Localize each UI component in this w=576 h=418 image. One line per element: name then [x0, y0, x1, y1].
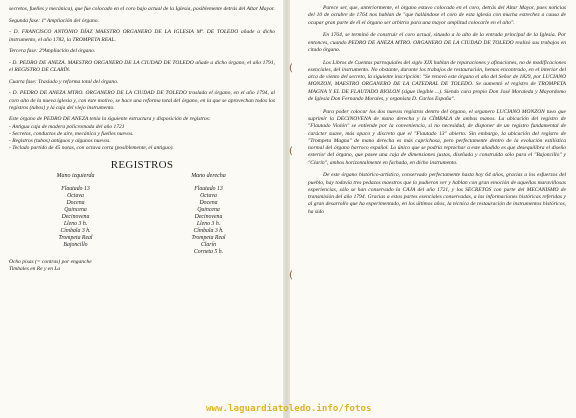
register-item: Flautado 13	[194, 185, 223, 192]
register-item: Trompeta Real	[58, 235, 93, 242]
register-item: Octava	[200, 192, 217, 199]
paragraph: - D. PEDRO DE ANEZA MTRO. ORGANERO DE LA CIUDAD DE TOLEDO traslada el órgano, en el año 1794, al coro alto de la nueva iglesia y, con este motivo, se hace una reforma total del órgano, en la que se aprovechan todos los registros (tubos) y la caja del viejo instrumento.	[9, 90, 275, 111]
paragraph: secretos, fuelles y mecánica), que fue colocado en el coro bajo actual de la Iglesia, posiblemente detrás del Altar Mayor.	[9, 6, 275, 12]
register-item: Docena	[66, 199, 85, 206]
mano-izquierda-list	[9, 186, 142, 249]
paragraph: En 1764, se terminó de construir el coro actual, situado a lo alto de la entrada principal de la Iglesia. Por entonces, cuando PEDRO DE ANEZA MTRO. ORGANERO DE LA CIUDAD DE TOLEDO realizó sus trabajos en citado órgano.	[308, 32, 566, 53]
paragraph: Para poder colocar los dos nuevos registros dentro del órgano, el organero LUCIANO MONZON tuvo que suprimir la DECINOVENA de mano derecha y la CÍMBALA de ambas manos. La ubicación del registro de "Flautado Violón" se entiende por la conveniencia, si no necesidad, de disponer de un registro fundamental de carácter suave, más opaco y discreto que el "Flautado 13" abierto. Sin embargo, la ubicación del registro de "Trompeta Magna" de mano derecha es más caprichosa, pero perfectamente dentro de la evolución estilística normal del órgano barroco español. Lo único que se podría reprochar a este añadido es que desequilibra el diseño exterior del órgano, que posee una caja de dimensiones justas, diseñada y construida sólo para el "Bajoncillo" y "Clarín", ambos horizontalmente en fachada, en dicho instrumento.	[308, 108, 566, 166]
footnote-line: Timbales en Re y en La	[9, 266, 61, 273]
paragraph: Los Libros de Cuentas parroquiales del siglo XIX hablan de reparaciones y afinaciones, no de modificaciones esenciales, del instrumento. No obstante, durante los trabajos de restauración, hemos encontrado, en el interior del arca de viento del secreto, la siguiente inscripción: "Se renovó este órgano el año del Señor de 1829, por LUCIANO MONZON, MAESTRO ORGANERO DE LA CATEDRAL DE TOLEDO. Se aumentó el registro de TROMPETA MAGNA Y EL DE FLAUTADO BIOLON (sigue ilegible ...). Siendo cura propio Don José Moraleda y Mayordomo de Iglesia Don Fernando Morales, y organista D. Carlos España".	[308, 59, 566, 102]
list-item: - Antigua caja de madera policromada del año 1721	[9, 123, 125, 130]
register-item: Decinovena	[194, 213, 223, 220]
register-item: Bajoncillo	[63, 242, 88, 249]
paragraph: - D. FRANCISCO ANTONIO DÍAZ MAESTRO ORGANERO DE LA IGLESIA Mª. DE TOLEDO añade a dicho instrumento, el año 1782, la TROMPETA REAL.	[9, 29, 275, 43]
registros-columns	[9, 172, 275, 256]
heading-tercera-fase: Tercera fase: 2ªAmpliación del órgano.	[9, 48, 96, 55]
list-item: - Registros (tubos) antiguos y algunos nuevos.	[9, 138, 111, 145]
mano-izquierda-header: Mano izquierda	[56, 172, 95, 179]
heading-cuarta-fase: Cuarta fase: Traslado y reforma total del órgano.	[9, 78, 119, 85]
register-item: Quincena	[197, 206, 220, 213]
paragraph: Este órgano de PEDRO DE ANEZA tenía la siguiente estructura y disposición de registros:	[9, 116, 211, 123]
register-item: Flautado 13	[61, 185, 90, 192]
paragraph: Parece ser, que, anteriormente, el órgano estuvo colocado en el coro, detrás del Altar Mayor, pues noticias del 10 de octubre de 1764 nos hablan de "que hallándose el coro de esta iglesia con mucha estrechez a causa de ocupar gran parte de él el órgano ser arbitrio para una mayor amplitud colocarle en el alto".	[308, 5, 566, 26]
register-item: Trompeta Real	[191, 235, 226, 242]
register-item: Quincena	[64, 206, 87, 213]
heading-segunda-fase: Segunda fase: 1ª Ampliación del órgano.	[9, 17, 99, 24]
watermark-url: www.laguardiatoledo.info/fotos	[206, 404, 372, 414]
register-item: Lleno 3 h.	[196, 220, 221, 227]
left-page	[0, 0, 283, 418]
mano-derecha-list	[142, 186, 275, 256]
list-item: - Secretos, conductos de aire, mecánica y fuelles nuevos.	[9, 130, 134, 137]
footnote-line: Ocho pisas (= contras) por enganche	[9, 259, 92, 266]
paragraph: - D. PEDRO DE ANEZA. MAESTRO ORGANERO DE LA CIUDAD DE TOLEDO añade a dicho órgano, el año 1791, el REGISTRO DE CLARÍN.	[9, 59, 275, 74]
register-item: Címbala 3 h.	[60, 228, 91, 235]
register-item: Docena	[199, 199, 218, 206]
mano-izquierda-column	[9, 172, 142, 256]
right-page	[290, 0, 576, 418]
margin-mark: (	[289, 146, 293, 157]
register-item: Octava	[67, 192, 84, 199]
register-item: Clarín	[200, 242, 217, 249]
margin-mark: (	[289, 63, 293, 74]
register-item: Címbala 3 h.	[193, 228, 224, 235]
list-item: - Teclado partido de 45 notas, con octava corta (posiblemente, el antiguo).	[9, 145, 174, 152]
mano-derecha-column	[142, 172, 275, 256]
registros-title: REGISTROS	[110, 158, 174, 171]
register-item: Corneta 5 h.	[193, 249, 224, 256]
register-item: Decinovena	[61, 213, 90, 220]
register-item: Lleno 3 h.	[63, 220, 88, 227]
mano-derecha-header: Mano derecha	[191, 172, 226, 179]
paragraph: De este órgano histórico-artístico, conservado perfectamente hasta hoy 64 años, gracias a los esfuerzos del pueblo, hay todavía tres pedazos maestros que lo pudieron ver y hablan con gran emoción de aquellas maravillosas experiencias, sólo se han conservado la CAJA del año 1721, y los SECRETOS con parte del MECANISMO de transmisión del año 1794. Gracias a estos partes esenciales conservadas, a las informaciones históricas referidas y al gran desarrollo que ha experimentado, en los últimos años, la técnica de restauración de instrumentos históricos, ha sido	[308, 172, 566, 215]
margin-mark: (	[289, 270, 293, 281]
